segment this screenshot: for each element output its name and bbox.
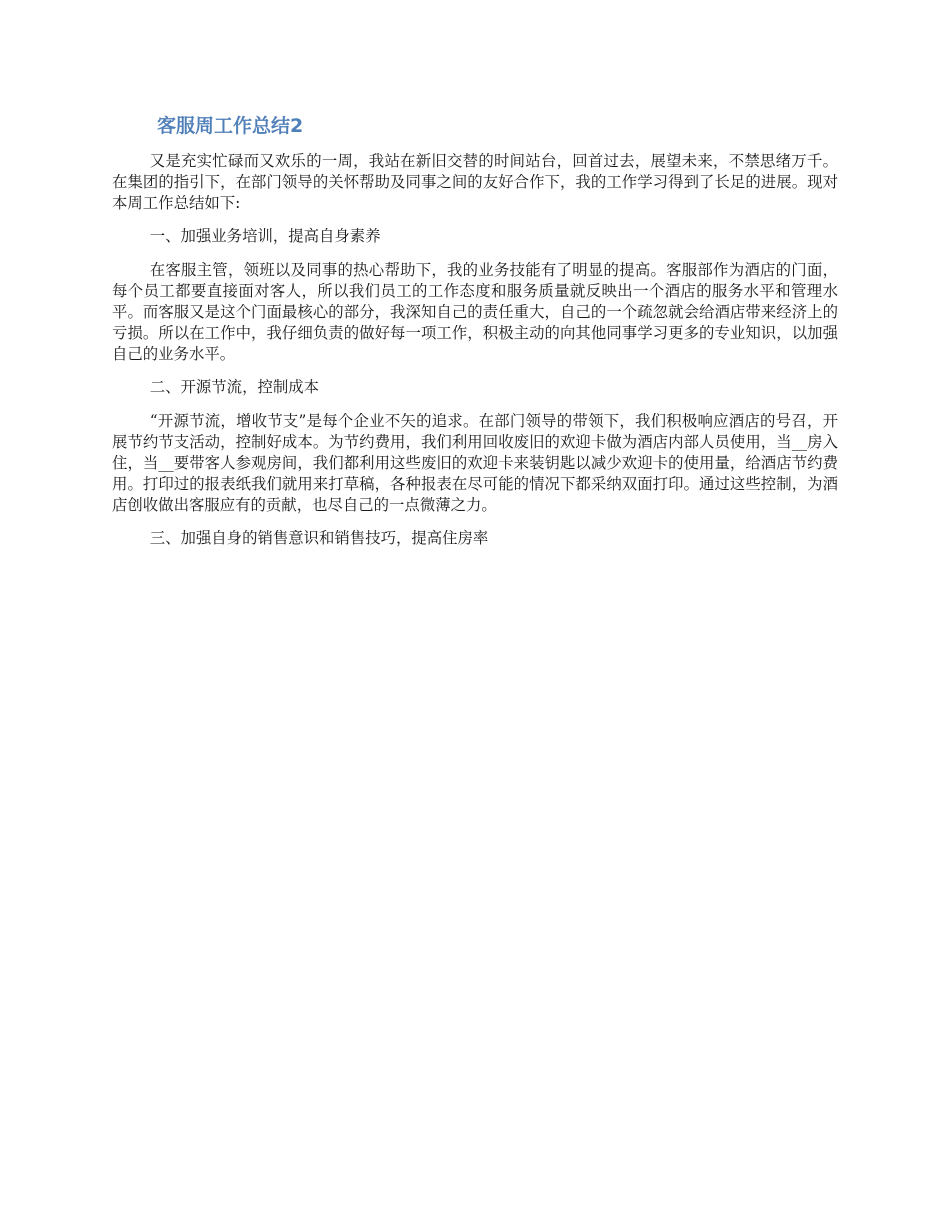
intro-paragraph: 又是充实忙碌而又欢乐的一周，我站在新旧交替的时间站台，回首过去，展望未来，不禁思绪万千。在集团的指引下，在部门领导的关怀帮助及同事之间的友好合作下，我的工作学习得到了长足的进展。现对本周工作总结如下: [112,152,838,212]
section-heading-1: 一、加强业务培训，提高自身素养 [149,227,381,245]
section-body-2: “开源节流，增收节支”是每个企业不矢的追求。在部门领导的带领下，我们积极响应酒店的号召，开展节约节支活动，控制好成本。为节约费用，我们利用回收废旧的欢迎卡做为酒店内部人员使用，当__房入住，当__要带客人参观房间，我们都利用这些废旧的欢迎卡来装钥匙以减少欢迎卡的使用量，给酒店节约费用。打印过的报表纸我们就用来打草稿，各种报表在尽可能的情况下都采纳双面打印。通过这些控制，为酒店创收做出客服应有的贡献，也尽自己的一点微薄之力。 [112,412,838,514]
section-heading-3: 三、加强自身的销售意识和销售技巧，提高住房率 [149,529,489,547]
document-title: 客服周工作总结2 [157,115,304,137]
section-body-1: 在客服主管，领班以及同事的热心帮助下，我的业务技能有了明显的提高。客服部作为酒店的门面，每个员工都要直接面对客人，所以我们员工的工作态度和服务质量就反映出一个酒店的服务水平和管理水平。而客服又是这个门面最核心的部分，我深知自己的责任重大，自己的一个疏忽就会给酒店带来经济上的亏损。所以在工作中，我仔细负责的做好每一项工作，积极主动的向其他同事学习更多的专业知识，以加强自己的业务水平。 [112,261,838,363]
section-heading-2: 二、开源节流，控制成本 [149,378,320,396]
document-body [112,151,838,562]
